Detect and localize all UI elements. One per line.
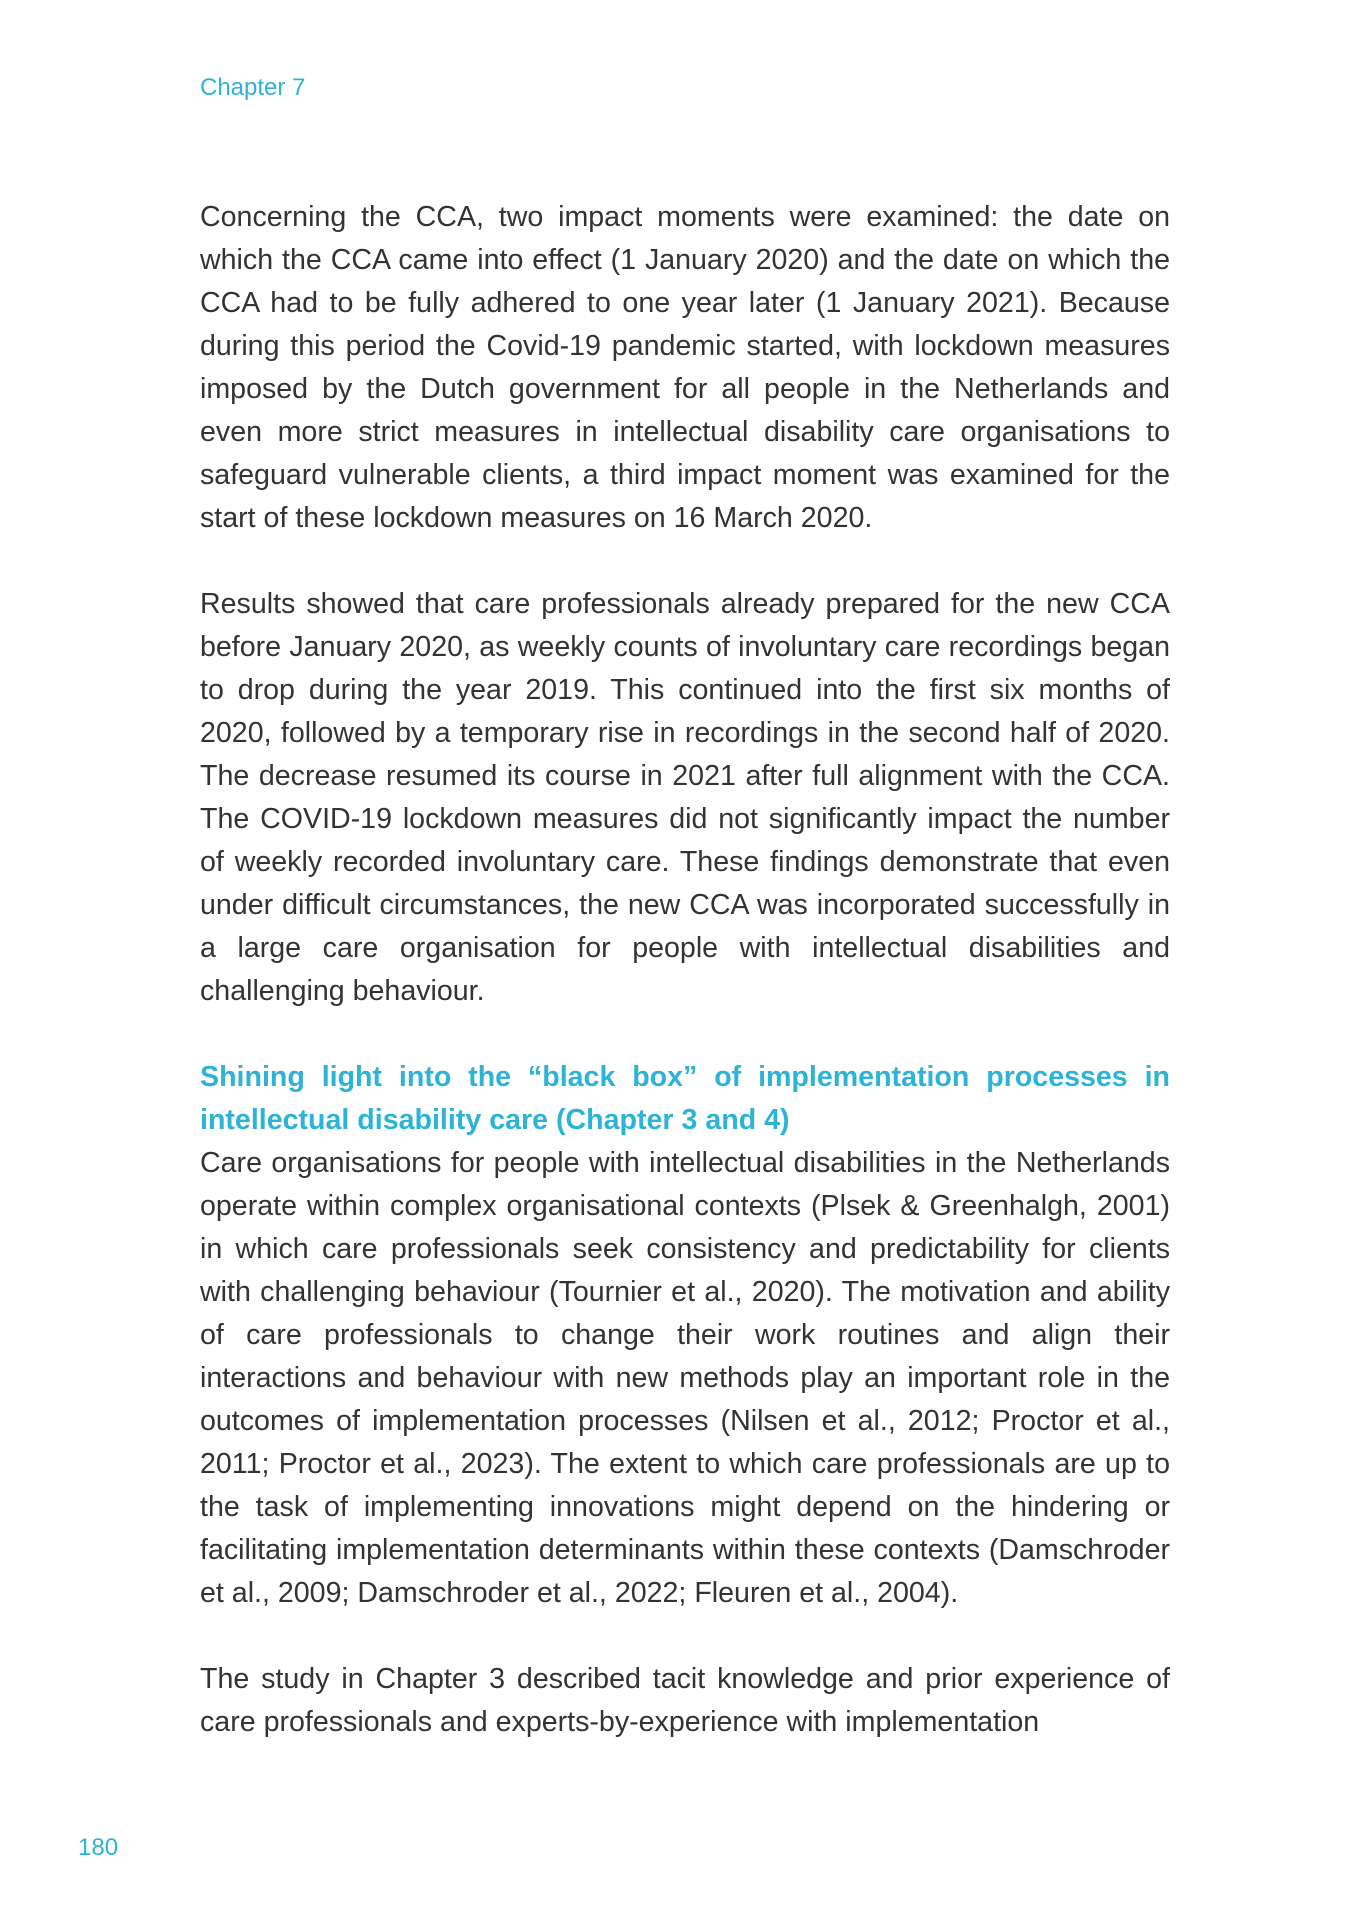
page-body	[200, 196, 1170, 1744]
section-heading: Shining light into the “black box” of implementation processes in intellectual disability care (Chapter 3 and 4)	[200, 1061, 1170, 1136]
paragraph-cca-impact-moments: Concerning the CCA, two impact moments were examined: the date on which the CCA came into effect (1 January 2020) and the date on which the CCA had to be fully adhered to one year later (1 January 2021). Because during this period the Covid-19 pandemic started, with lockdown measures imposed by the Dutch government for all people in the Netherlands and even more strict measures in intellectual disability care organisations to safeguard vulnerable clients, a third impact moment was examined for the start of these lockdown measures on 16 March 2020.	[200, 201, 1170, 534]
paragraph-chapter-3-study: The study in Chapter 3 described tacit knowledge and prior experience of care professionals and experts-by-experience with implementation	[200, 1663, 1170, 1738]
running-header-chapter: Chapter 7	[200, 74, 306, 101]
page-number: 180	[78, 1834, 119, 1861]
paragraph-care-organisations: Care organisations for people with intellectual disabilities in the Netherlands operate within complex organisational contexts (Plsek & Greenhalgh, 2001) in which care professionals seek consistency and predictability for clients with challenging behaviour (Tournier et al., 2020). The motivation and ability of care professionals to change their work routines and align their interactions and behaviour with new methods play an important role in the outcomes of implementation processes (Nilsen et al., 2012; Proctor et al., 2011; Proctor et al., 2023). The extent to which care professionals are up to the task of implementing innovations might depend on the hindering or facilitating implementation determinants within these contexts (Damschroder et al., 2009; Damschroder et al., 2022; Fleuren et al., 2004).	[200, 1147, 1170, 1609]
paragraph-results: Results showed that care professionals already prepared for the new CCA before January 2020, as weekly counts of involuntary care recordings began to drop during the year 2019. This continued into the first six months of 2020, followed by a temporary rise in recordings in the second half of 2020. The decrease resumed its course in 2021 after full alignment with the CCA. The COVID-19 lockdown measures did not significantly impact the number of weekly recorded involuntary care. These findings demonstrate that even under difficult circumstances, the new CCA was incorporated successfully in a large care organisation for people with intellectual disabilities and challenging behaviour.	[200, 588, 1170, 1007]
